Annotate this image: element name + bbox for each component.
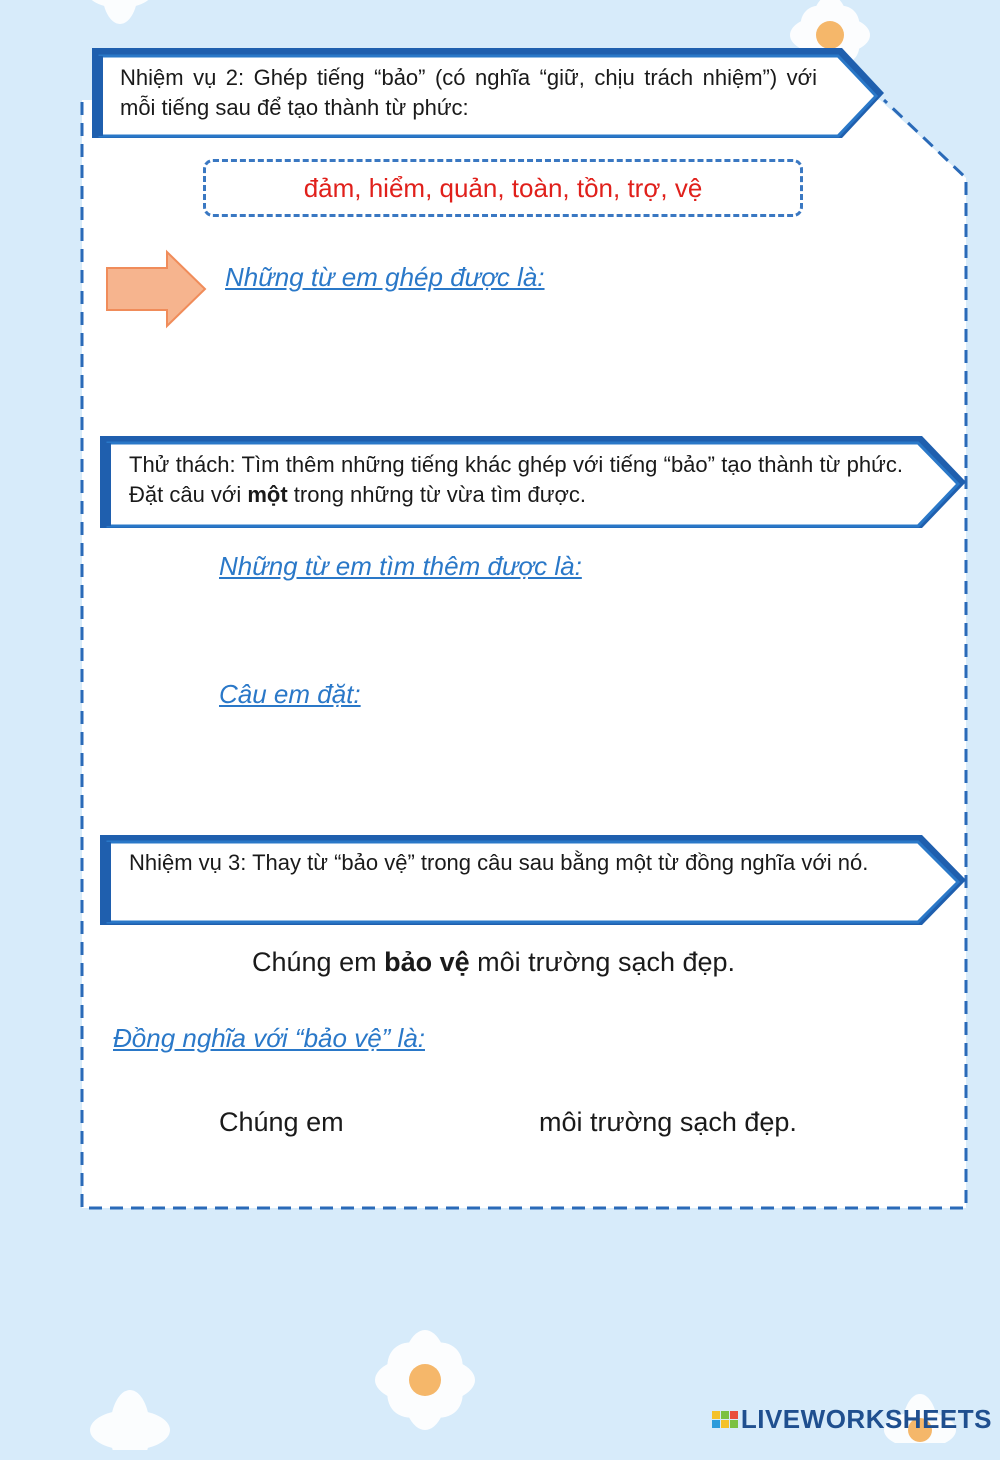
- challenge-sentence-prompt: Câu em đặt:: [219, 679, 361, 709]
- word-list: đảm, hiểm, quản, toàn, tồn, trợ, vệ: [303, 172, 703, 203]
- challenge-text-start: Thử thách: Tìm thêm những tiếng khác ghép với tiếng “bảo” tạo thành từ phức. Đặt câu với: [129, 452, 903, 507]
- liveworksheets-logo: [712, 1404, 992, 1435]
- task3-prompt: Đồng nghĩa với “bảo vệ” là:: [113, 1023, 425, 1053]
- task2-prompt: Những từ em ghép được là:: [225, 262, 545, 292]
- challenge-text-end: trong những từ vừa tìm được.: [287, 482, 587, 507]
- fill-sentence-end: môi trường sạch đẹp.: [539, 1107, 797, 1137]
- challenge-text-bold: một: [247, 482, 288, 507]
- challenge-words-answer-area[interactable]: [219, 592, 939, 662]
- example-sentence-start: Chúng em: [252, 947, 385, 977]
- fill-sentence-start: Chúng em: [219, 1107, 344, 1137]
- liveworksheets-logo-text: LIVEWORKSHEETS: [740, 1404, 992, 1434]
- liveworksheets-logo-icon: [712, 1411, 738, 1428]
- challenge-words-prompt: Những từ em tìm thêm được là:: [219, 551, 582, 581]
- task2-answer-area[interactable]: [225, 305, 945, 415]
- challenge-instruction: [129, 450, 903, 510]
- synonym-answer-blank[interactable]: [365, 1100, 530, 1144]
- example-sentence: [252, 947, 735, 978]
- task2-instruction: Nhiệm vụ 2: Ghép tiếng “bảo” (có nghĩa “giữ, chịu trách nhiệm”) với mỗi tiếng sau để tạo thành từ phức:: [120, 65, 817, 120]
- task3-instruction: Nhiệm vụ 3: Thay từ “bảo vệ” trong câu sau bằng một từ đồng nghĩa với nó.: [129, 850, 869, 875]
- example-sentence-bold: bảo vệ: [384, 947, 470, 977]
- challenge-sentence-answer-area[interactable]: [219, 720, 939, 820]
- word-list-box: [203, 159, 803, 217]
- example-sentence-end: môi trường sạch đẹp.: [469, 947, 736, 977]
